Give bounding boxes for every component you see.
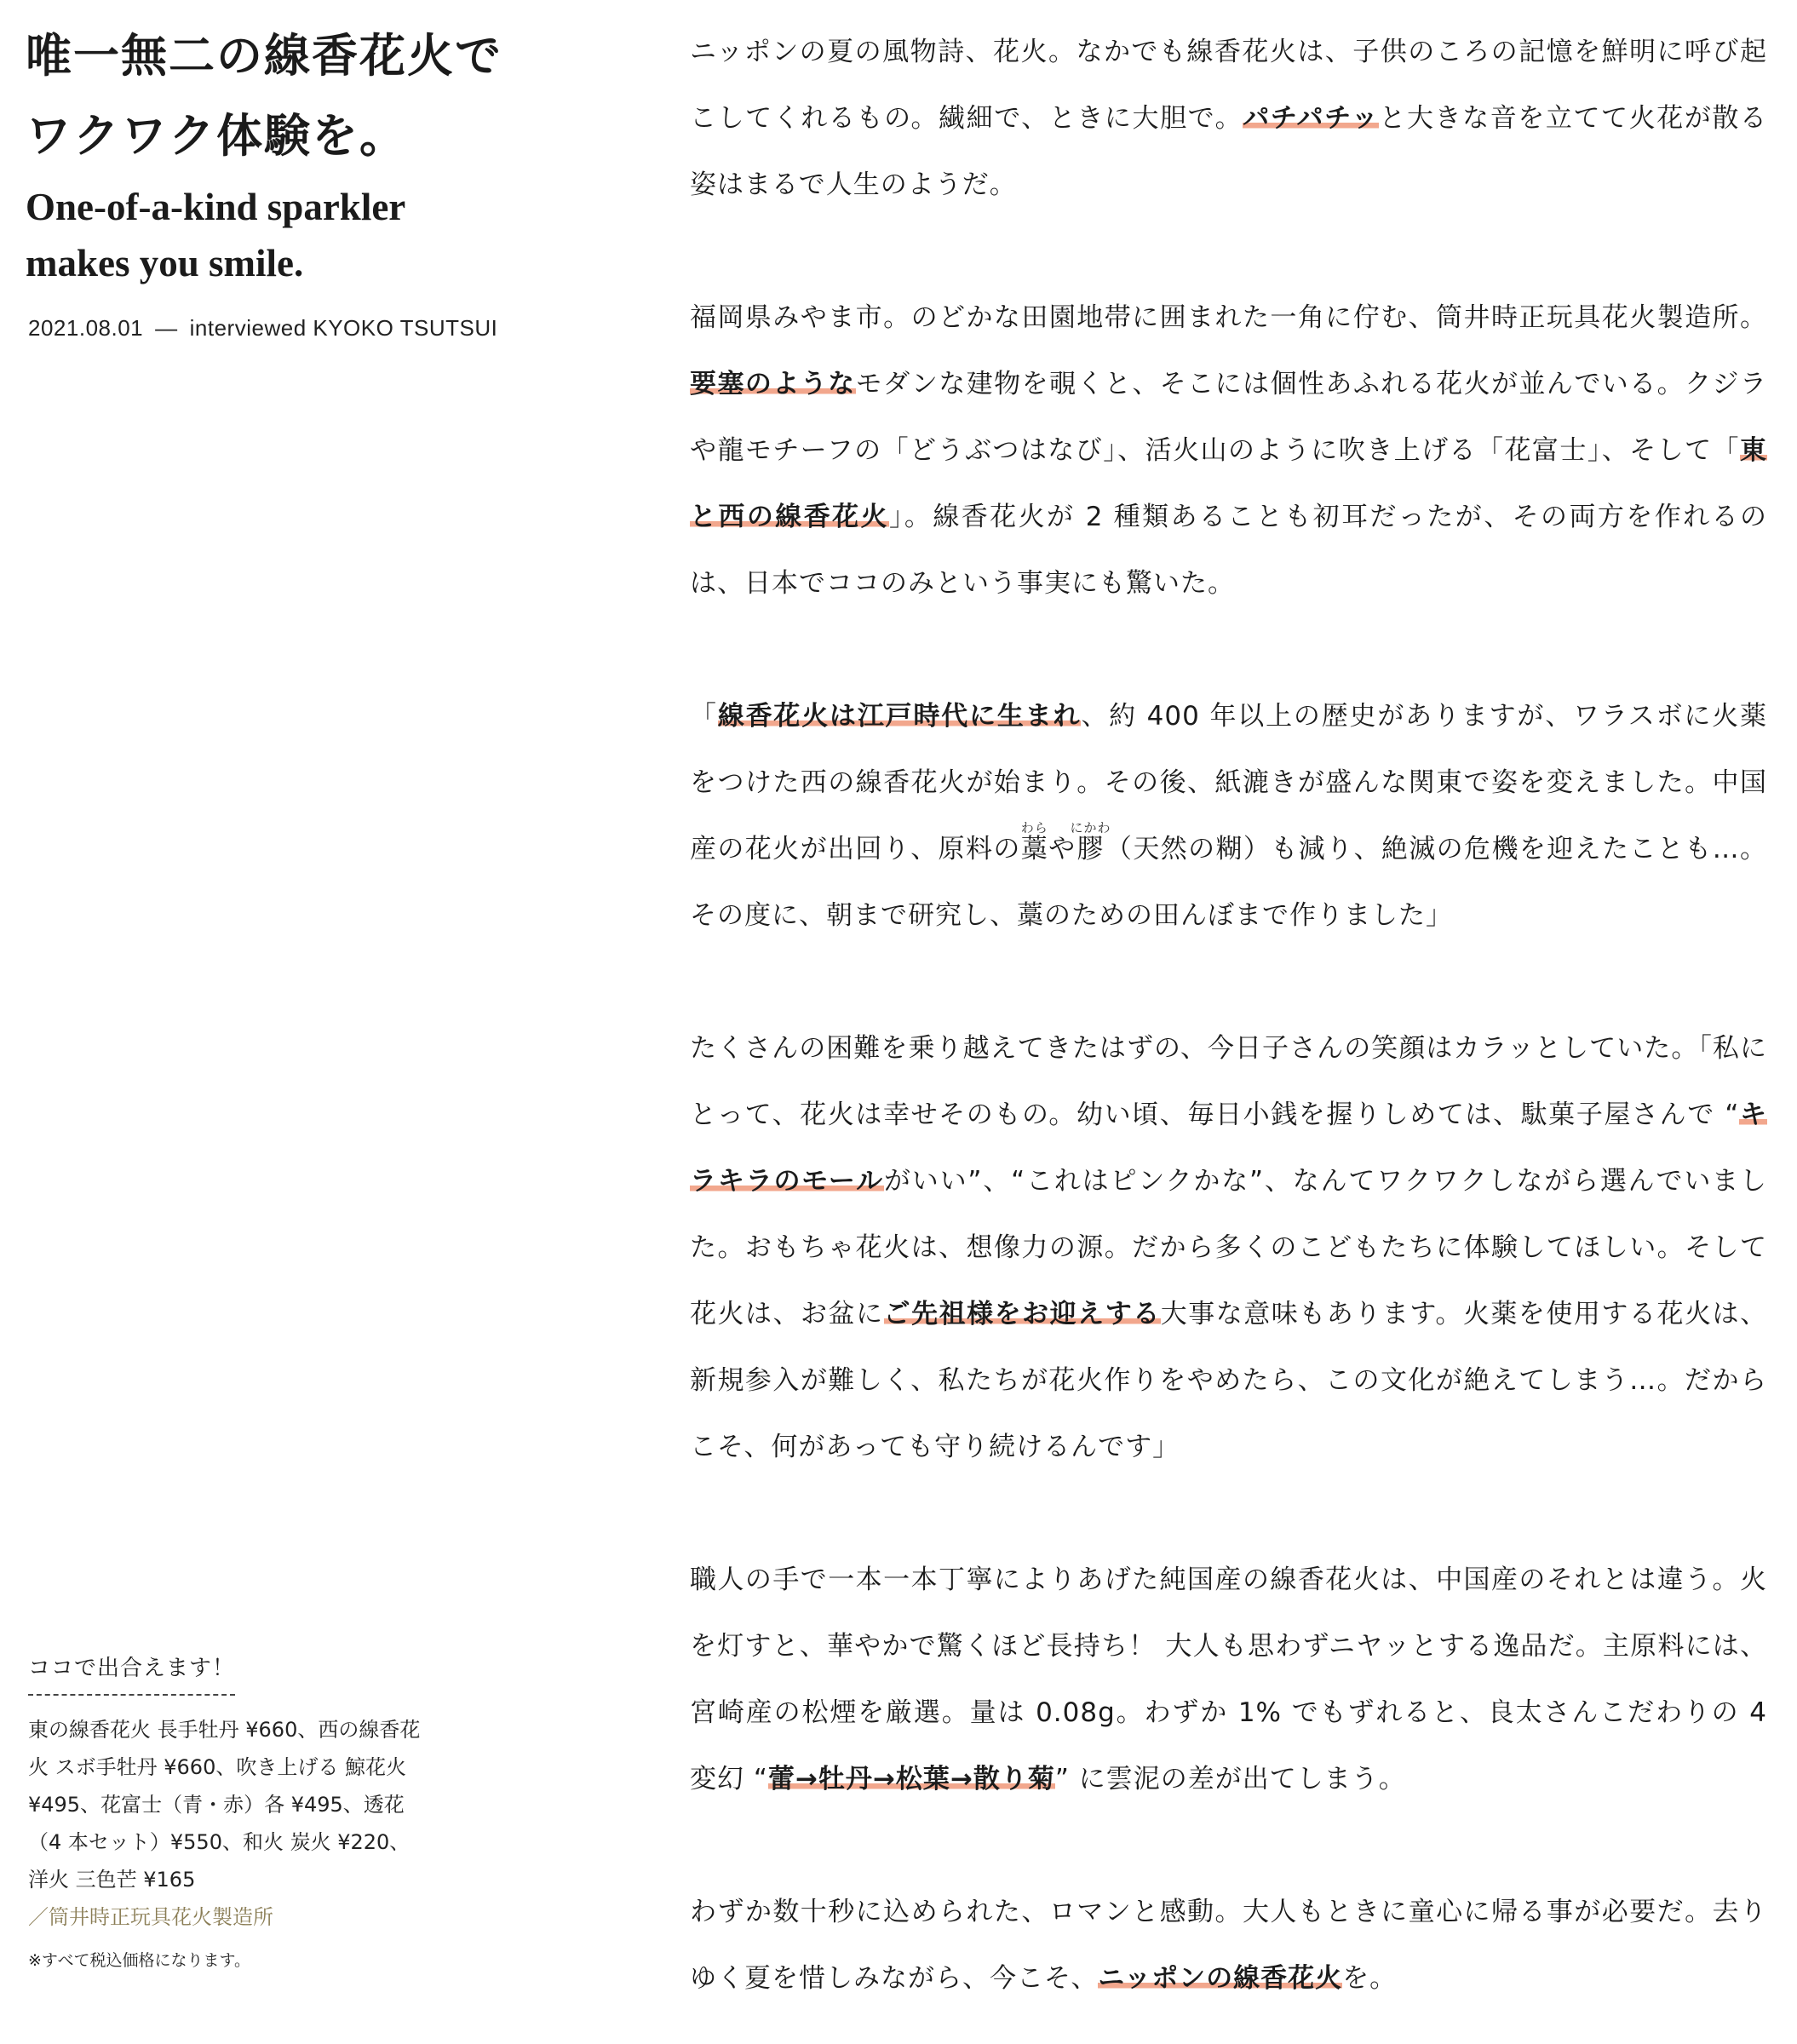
- text-run: 福岡県みやま市。のどかな田園地帯に囲まれた一角に佇む、筒井時正玩具花火製造所。: [690, 302, 1767, 333]
- highlight-text: 蕾→牡丹→松葉→散り菊: [767, 1764, 1055, 1794]
- shop-info-heading: ココで出合えます！: [28, 1651, 235, 1696]
- tax-note: ※すべて税込価格になります。: [28, 1951, 251, 1970]
- ruby-wara: [1020, 820, 1048, 864]
- ruby-base: 藁: [1020, 834, 1048, 864]
- maker-link[interactable]: ／筒井時正玩具花火製造所: [28, 1905, 273, 1929]
- left-column: [26, 0, 622, 2044]
- highlight-text: 要塞のような: [690, 369, 856, 399]
- ruby-base: 膠: [1070, 834, 1111, 864]
- title-en-line1: One-of-a-kind sparkler: [26, 186, 406, 228]
- article-paragraph-1: [690, 19, 1767, 218]
- page-title-en: [26, 179, 405, 291]
- article-body: [690, 19, 1767, 2012]
- text-run: （天然の糊）も減り、絶滅の危機を迎えたことも…。その度に、朝まで研究し、藁のための田んぼまで作りました」: [690, 834, 1767, 931]
- highlight-text: 線香花火は江戸時代に生まれ: [717, 701, 1082, 732]
- page-title-jp: [26, 15, 502, 175]
- publish-date: 2021.08.01: [28, 315, 144, 341]
- highlight-text: 東と西の線香花火: [690, 435, 1767, 532]
- highlight-text: ご先祖様をお迎えする: [883, 1299, 1161, 1329]
- text-run: わずか数十秒に込められた、ロマンと感動。大人もときに童心に帰る事が必要だ。去りゆく夏を惜しみながら、今こそ、: [690, 1897, 1767, 1994]
- shop-info-body: [28, 1711, 428, 1936]
- text-run: 、約 400 年以上の歴史がありますが、ワラスボに火薬をつけた西の線香花火が始まり。その後、紙漉きが盛んな関東で姿を変えました。中国産の花火が出回り、原料の: [690, 701, 1767, 864]
- highlight-text: キラキラのモール: [690, 1100, 1767, 1197]
- article-paragraph-6: [690, 1879, 1767, 2012]
- text-run: ” に雲泥の差が出てしまう。: [1054, 1764, 1406, 1794]
- ruby-reading: にかわ: [1070, 820, 1111, 835]
- ruby-reading: わら: [1020, 820, 1048, 835]
- text-run: ニッポンの夏の風物詩、花火。なかでも線香花火は、子供のころの記憶を鮮明に呼び起こしてくれるもの。繊細で、ときに大胆で。: [690, 37, 1767, 134]
- byline-dash: —: [155, 315, 178, 341]
- text-run: 職人の手で一本一本丁寧によりあげた純国産の線香花火は、中国産のそれとは違う。火を灯すと、華やかで驚くほど長持ち！ 大人も思わずニヤッとする逸品だ。主原料には、宮崎産の松煙を厳選。量は 0.08g。わずか 1% でもずれると、良太さんこだわりの 4 変幻 “: [690, 1565, 1767, 1794]
- highlight-text: パチパチッ: [1243, 103, 1380, 134]
- text-run: を。: [1342, 1963, 1398, 1994]
- text-run: モダンな建物を覗くと、そこには個性あふれる花火が並んでいる。クジラや龍モチーフの「どうぶつはなび」、活火山のように吹き上げる「花富士」、そして「: [690, 369, 1767, 466]
- article-paragraph-4: [690, 1015, 1767, 1480]
- text-run: や: [1048, 834, 1076, 864]
- text-run: 大事な意味もあります。火薬を使用する花火は、新規参入が難しく、私たちが花火作りをやめたら、この文化が絶えてしまう…。だからこそ、何があっても守り続けるんです」: [690, 1299, 1767, 1462]
- product-list: 東の線香花火 長手牡丹 ¥660、西の線香花火 スボ手牡丹 ¥660、吹き上げる 鯨花火 ¥495、花富士（青・赤）各 ¥495、透花（4 本セット）¥550、和火 炭火 ¥220、洋火 三色芒 ¥165: [28, 1718, 421, 1892]
- text-run: たくさんの困難を乗り越えてきたはずの、今日子さんの笑顔はカラッとしていた。「私にとって、花火は幸せそのもの。幼い頃、毎日小銭を握りしめては、駄菓子屋さんで “: [690, 1033, 1767, 1130]
- ruby-nikawa: [1070, 820, 1111, 864]
- article-paragraph-2: [690, 284, 1767, 617]
- highlight-text: ニッポンの線香花火: [1098, 1963, 1343, 1994]
- text-run: と大きな音を立てて火花が散る姿はまるで人生のようだ。: [690, 103, 1767, 200]
- title-jp-line1: 唯一無二の線香花火で: [26, 28, 502, 83]
- title-jp-line2: ワクワク体験を。: [26, 108, 407, 163]
- article-paragraph-5: [690, 1547, 1767, 1812]
- article-paragraph-3: [690, 683, 1767, 949]
- text-run: がいい”、“これはピンクかな”、なんてワクワクしながら選んでいました。おもちゃ花火は、想像力の源。だから多くのこどもたちに体験してほしい。そして花火は、お盆に: [690, 1166, 1767, 1329]
- interviewer: interviewed KYOKO TSUTSUI: [189, 315, 498, 341]
- title-en-line2: makes you smile.: [26, 242, 304, 284]
- byline: [28, 315, 497, 342]
- shop-info-box: [28, 1651, 428, 1971]
- text-run: 」。線香花火が 2 種類あることも初耳だったが、その両方を作れるのは、日本でココのみという事実にも驚いた。: [690, 502, 1768, 599]
- text-run: 「: [690, 701, 718, 732]
